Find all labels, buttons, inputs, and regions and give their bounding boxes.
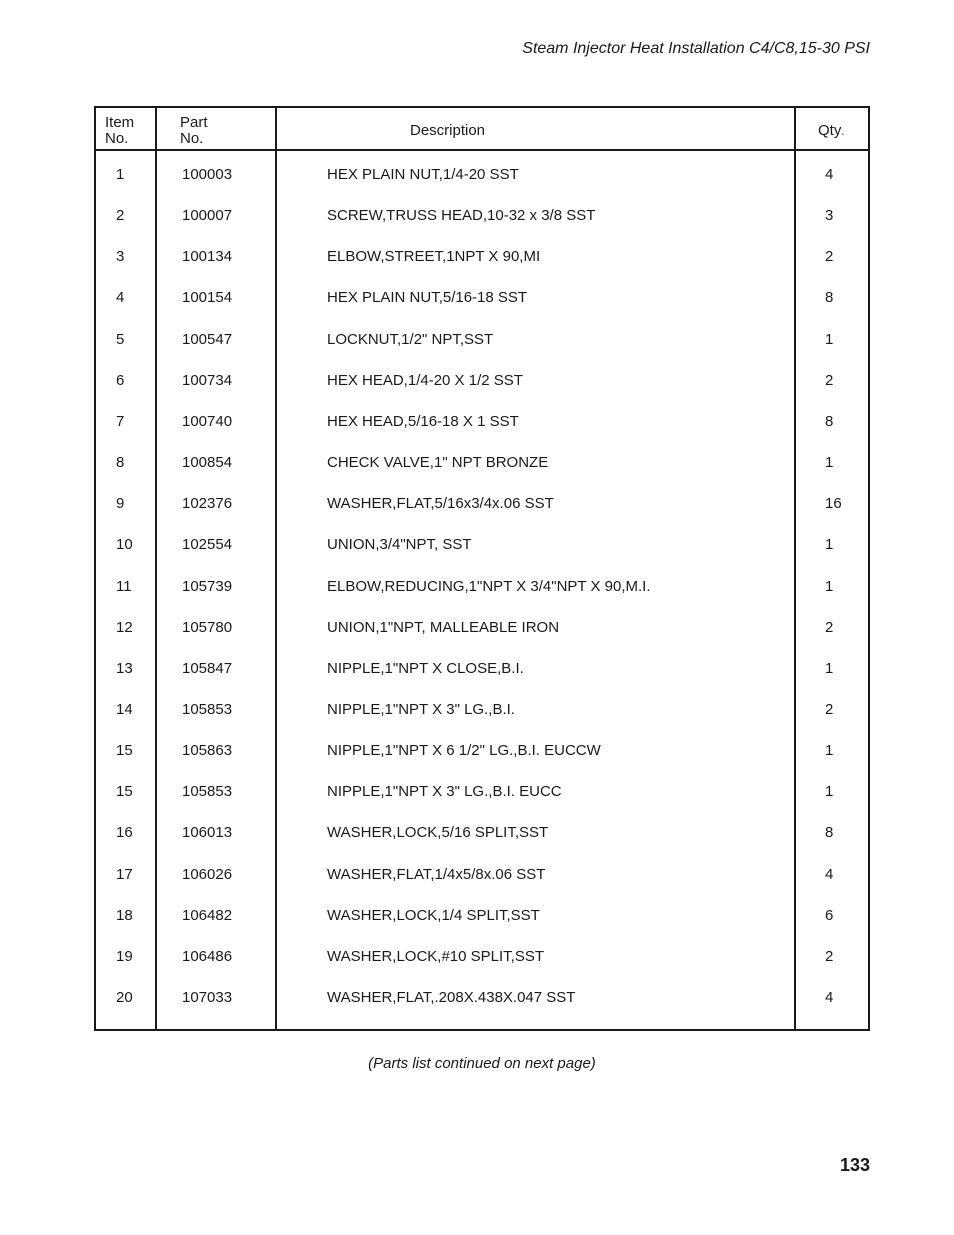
header-item-line2: No. — [105, 130, 129, 147]
cell-part-no: 100007 — [182, 207, 233, 224]
cell-description: HEX PLAIN NUT,5/16-18 SST — [327, 289, 528, 306]
cell-description: NIPPLE,1"NPT X 3" LG.,B.I. EUCC — [327, 783, 562, 800]
table-row — [96, 165, 868, 185]
cell-description: WASHER,FLAT,5/16x3/4x.06 SST — [327, 495, 554, 512]
cell-description: HEX HEAD,5/16-18 X 1 SST — [327, 413, 519, 430]
cell-qty: 1 — [825, 783, 834, 800]
cell-part-no: 100740 — [182, 413, 233, 430]
table-row — [96, 206, 868, 226]
cell-item-no: 7 — [116, 413, 125, 430]
header-part-line2: No. — [180, 130, 204, 147]
cell-part-no: 105863 — [182, 742, 233, 759]
cell-qty: 1 — [825, 742, 834, 759]
cell-qty: 4 — [825, 166, 834, 183]
cell-description: HEX HEAD,1/4-20 X 1/2 SST — [327, 372, 523, 389]
table-row — [96, 247, 868, 267]
cell-description: WASHER,LOCK,5/16 SPLIT,SST — [327, 824, 549, 841]
table-row — [96, 618, 868, 638]
cell-description: LOCKNUT,1/2" NPT,SST — [327, 331, 494, 348]
cell-qty: 1 — [825, 331, 834, 348]
cell-qty: 2 — [825, 948, 834, 965]
cell-description: WASHER,FLAT,.208X.438X.047 SST — [327, 989, 576, 1006]
table-row — [96, 741, 868, 761]
cell-item-no: 20 — [116, 989, 133, 1006]
cell-part-no: 100547 — [182, 331, 233, 348]
cell-qty: 3 — [825, 207, 834, 224]
cell-description: ELBOW,STREET,1NPT X 90,MI — [327, 248, 541, 265]
cell-description: SCREW,TRUSS HEAD,10-32 x 3/8 SST — [327, 207, 596, 224]
cell-description: WASHER,LOCK,#10 SPLIT,SST — [327, 948, 545, 965]
table-row — [96, 988, 868, 1008]
cell-part-no: 102376 — [182, 495, 233, 512]
cell-part-no: 100734 — [182, 372, 233, 389]
header-description: Description — [410, 122, 486, 139]
table-row — [96, 288, 868, 308]
cell-qty: 8 — [825, 413, 834, 430]
cell-qty: 2 — [825, 248, 834, 265]
table-row — [96, 700, 868, 720]
cell-part-no: 100134 — [182, 248, 233, 265]
cell-item-no: 8 — [116, 454, 125, 471]
table-row — [96, 823, 868, 843]
cell-item-no: 4 — [116, 289, 125, 306]
cell-qty: 1 — [825, 660, 834, 677]
cell-part-no: 102554 — [182, 536, 233, 553]
cell-item-no: 2 — [116, 207, 125, 224]
header-part-line1: Part — [180, 114, 208, 131]
cell-qty: 6 — [825, 907, 834, 924]
cell-qty: 2 — [825, 372, 834, 389]
header-qty — [818, 123, 844, 140]
cell-part-no: 106486 — [182, 948, 233, 965]
page-number: 133 — [839, 1155, 870, 1175]
cell-description: WASHER,FLAT,1/4x5/8x.06 SST — [327, 866, 546, 883]
header-item-line1: Item — [105, 114, 135, 131]
cell-part-no: 105780 — [182, 619, 233, 636]
cell-part-no: 106013 — [182, 824, 233, 841]
cell-item-no: 15 — [116, 742, 133, 759]
cell-description: HEX PLAIN NUT,1/4-20 SST — [327, 166, 519, 183]
cell-item-no: 3 — [116, 248, 125, 265]
cell-part-no: 107033 — [182, 989, 233, 1006]
table-row — [96, 659, 868, 679]
table-row — [96, 865, 868, 885]
cell-qty: 1 — [825, 536, 834, 553]
cell-part-no: 105847 — [182, 660, 233, 677]
cell-part-no: 100154 — [182, 289, 233, 306]
cell-description: CHECK VALVE,1" NPT BRONZE — [327, 454, 549, 471]
page-header-title: Steam Injector Heat Installation C4/C8,15-30 PSI — [522, 40, 870, 57]
cell-description: UNION,1"NPT, MALLEABLE IRON — [327, 619, 560, 636]
table-row — [96, 412, 868, 432]
cell-description: NIPPLE,1"NPT X 6 1/2" LG.,B.I. EUCCW — [327, 742, 601, 759]
header-divider — [96, 149, 868, 151]
table-row — [96, 371, 868, 391]
cell-description: WASHER,LOCK,1/4 SPLIT,SST — [327, 907, 540, 924]
table-row — [96, 782, 868, 802]
cell-part-no: 105739 — [182, 578, 233, 595]
cell-qty: 2 — [825, 619, 834, 636]
cell-description: UNION,3/4"NPT, SST — [327, 536, 472, 553]
parts-table — [94, 106, 870, 1031]
cell-item-no: 16 — [116, 824, 133, 841]
cell-item-no: 11 — [116, 578, 132, 595]
cell-part-no: 105853 — [182, 783, 233, 800]
cell-item-no: 6 — [116, 372, 125, 389]
cell-qty: 4 — [825, 989, 834, 1006]
cell-item-no: 18 — [116, 907, 133, 924]
table-row — [96, 494, 868, 514]
table-row — [96, 330, 868, 350]
cell-part-no: 106026 — [182, 866, 233, 883]
cell-qty: 4 — [825, 866, 834, 883]
cell-item-no: 9 — [116, 495, 125, 512]
header-qty-dot: . — [841, 126, 845, 138]
table-row — [96, 453, 868, 473]
cell-part-no: 106482 — [182, 907, 233, 924]
cell-description: ELBOW,REDUCING,1"NPT X 3/4"NPT X 90,M.I. — [327, 578, 651, 595]
header-part-no — [180, 115, 208, 147]
cell-qty: 8 — [825, 824, 834, 841]
cell-item-no: 13 — [116, 660, 133, 677]
cell-item-no: 14 — [116, 701, 133, 718]
cell-qty: 2 — [825, 701, 834, 718]
cell-item-no: 12 — [116, 619, 133, 636]
cell-part-no: 100003 — [182, 166, 233, 183]
cell-part-no: 100854 — [182, 454, 233, 471]
cell-qty: 8 — [825, 289, 834, 306]
cell-qty: 16 — [825, 495, 842, 512]
cell-item-no: 19 — [116, 948, 133, 965]
cell-item-no: 17 — [116, 866, 133, 883]
cell-description: NIPPLE,1"NPT X CLOSE,B.I. — [327, 660, 524, 677]
cell-qty: 1 — [825, 578, 834, 595]
cell-item-no: 15 — [116, 783, 133, 800]
table-row — [96, 535, 868, 555]
cell-item-no: 5 — [116, 331, 125, 348]
cell-part-no: 105853 — [182, 701, 233, 718]
cell-description: NIPPLE,1"NPT X 3" LG.,B.I. — [327, 701, 515, 718]
continued-note: (Parts list continued on next page) — [368, 1055, 596, 1072]
header-qty-label: Qty — [818, 122, 842, 139]
cell-item-no: 1 — [116, 166, 125, 183]
cell-item-no: 10 — [116, 536, 133, 553]
cell-qty: 1 — [825, 454, 834, 471]
table-row — [96, 947, 868, 967]
table-row — [96, 577, 868, 597]
table-row — [96, 906, 868, 926]
header-item-no — [105, 115, 134, 147]
